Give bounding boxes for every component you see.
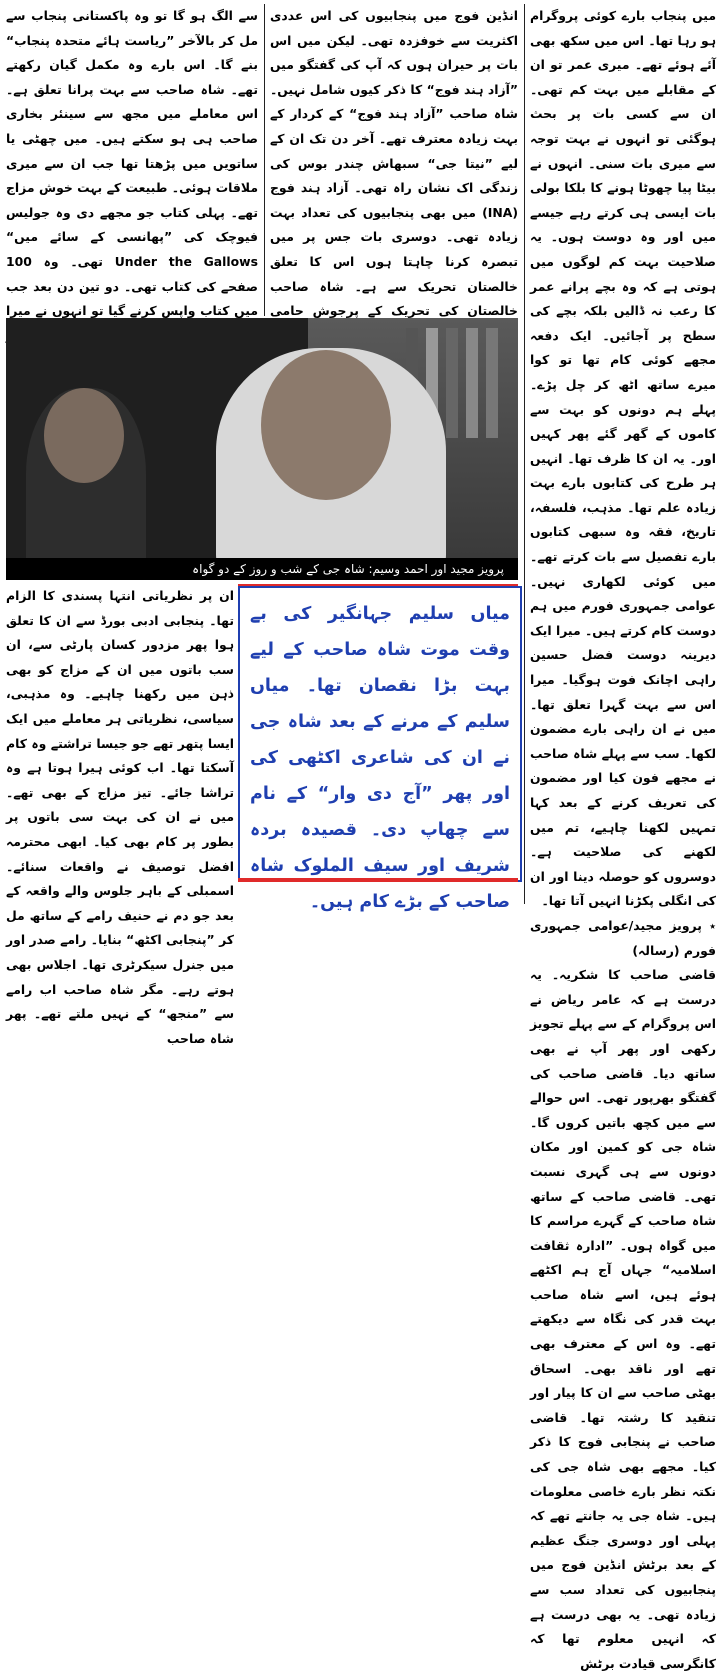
paragraph: ان پر نظریاتی انتہا پسندی کا الزام تھا۔ پنجابی ادبی بورڈ سے ان کا تعلق ہوا پھر مزدور کسان پارٹی سے، ان سب باتوں میں ان کے مزاج کو بھی ذہن میں رکھنا چاہیے۔ وہ مذہبی، سیاسی، نظریاتی ہر معاملے میں ایک ایسا پتھر تھے جو جیسا تراشتے وہ کام آسکتا تھا۔ اب کوئی ہیرا ہوتا ہے وہ تراشا جائے۔ تیز مزاج کے بھی تھے۔ میں نے ان کی بہت سی باتوں پر بطور پر کام بھی کیا۔ ابھی محترمہ افضل توصیف نے واقعات سنائے۔ اسمبلی کے باہر جلوس والے واقعہ کے بعد جو دم نے حنیف رامے کے ساتھ مل کر ”پنجابی اکٹھ“ بنایا۔ رامے صدر اور میں جنرل سیکرٹری تھا۔ اجلاس بھی ہوتے رہے۔ مگر شاہ صاحب اب رامے سے ”منجھ“ کے نہیں ملتے تھے۔ پھر شاہ صاحب <box>6 588 234 1046</box>
article-column-left <box>6 4 258 317</box>
column-divider <box>524 4 525 904</box>
article-column-bottom <box>6 584 234 1046</box>
book-spine <box>466 328 478 438</box>
paragraph: قاضی صاحب کا شکریہ۔ یہ درست ہے کہ عامر ریاض نے اس پروگرام کے سے پہلے تجویز رکھی اور پھر آپ نے بھی ساتھ دیا۔ قاضی صاحب کی گفتگو بھرپور تھی۔ اس حوالے سے میں کچھ باتیں کروں گا۔ شاہ جی کو کمین اور مکان دونوں سے ہی گہری نسبت تھی۔ قاضی صاحب کے ساتھ شاہ صاحب کے گہرے مراسم کا میں گواہ ہوں۔ ”ادارہ ثقافت اسلامیہ“ جہاں آج ہم اکٹھے ہوئے ہیں، اسے شاہ صاحب بہت قدر کی نگاہ سے دیکھتے تھے۔ وہ اس کے معترف بھی تھے اور ناقد بھی۔ اسحاق بھٹی صاحب سے ان کا پیار اور تنقید کا رشتہ تھا۔ قاضی صاحب نے پنجابی فوج کا ذکر کیا۔ مجھے بھی شاہ جی کی نکتہ نظر بارے خاصی معلومات ہیں۔ شاہ جی یہ جانتے تھے کہ پہلی اور دوسری جنگ عظیم کے بعد برٹش انڈین فوج میں پنجابیوں کی تعداد سب سے زیادہ تھی۔ یہ بھی درست ہے کہ انہیں معلوم تھا کہ کانگرسی قیادت برٹش <box>530 967 716 1671</box>
paragraph: سے الگ ہو گا تو وہ پاکستانی پنجاب سے مل کر بالآخر ”ریاست ہائے متحدہ پنجاب“ بنے گا۔ اس بارے وہ مکمل گیان رکھتے تھے۔ شاہ صاحب سے بہت پرانا تعلق ہے۔ اس معاملے میں مجھ سے سینئر بخاری صاحب ہی ہو سکتے ہیں۔ میں چھٹی یا ساتویں میں پڑھتا تھا جب ان سے میری ملاقات ہوئی۔ طبیعت کے بہت خوش مزاج تھے۔ پہلی کتاب جو مجھے دی وہ جولیس فیوچک کی ”پھانسی کے سائے میں“ Under the Gallows تھی۔ وہ 100 صفحے کی کتاب تھی۔ دو تین دن بعد جب میں کتاب واپس کرنے گیا تو انہوں نے میرا <box>6 8 258 319</box>
book-spine <box>486 328 498 438</box>
news-photo <box>6 318 518 580</box>
book-spine <box>446 328 458 438</box>
speaker-signoff: ٭ پرویز مجید/عوامی جمہوری فورم (رسالہ) <box>530 917 716 958</box>
photo-caption: پرویز مجید اور احمد وسیم: شاہ جی کے شب و روز کے دو گواہ <box>6 558 518 580</box>
paragraph: انڈین فوج میں پنجابیوں کی اس عددی اکثریت سے خوفزدہ تھی۔ لیکن میں اس بات پر حیران ہوں کہ آپ کی گفتگو میں ”آزاد ہند فوج“ کا ذکر کیوں شامل نہیں۔ شاہ صاحب ”آزاد ہند فوج“ کے کردار کے بہت زیادہ معترف تھے۔ آخر دن تک ان کے لیے ”نیتا جی“ سبھاش چندر بوس کی زندگی اک نشان راہ تھی۔ آزاد ہند فوج (INA) میں بھی پنجابیوں کی تعداد بہت زیادہ تھی۔ دوسری بات جس پر میں تبصرہ کرنا چاہتا ہوں اس کا تعلق خالصتان تحریک سے ہے۔ شاہ صاحب خالصتان کی تحریک کے پرجوش حامی <box>270 8 518 319</box>
article-column-middle <box>270 4 518 317</box>
pull-quote-text: میاں سلیم جہانگیر کی بے وقت موت شاہ صاحب کے لیے بہت بڑا نقصان تھا۔ میاں سلیم کے مرنے کے بعد شاہ جی نے ان کی شاعری اکٹھی کی اور پھر ”آج دی وار“ کے نام سے چھاپ دی۔ قصیدہ بردہ شریف اور سیف الملوک شاہ صاحب کے بڑے کام ہیں۔ <box>250 604 510 912</box>
article-column-right <box>530 4 716 1671</box>
paragraph: میں پنجاب بارے کوئی پروگرام ہو رہا تھا۔ اس میں سکھ بھی آئے ہوئے تھے۔ میری عمر تو ان کے مقابلے میں بہت کم تھی۔ ان سے کسی بات پر بحث ہوگئی تو انہوں نے بہت توجہ سے میری بات سنی۔ انہوں نے بیٹا پیا چھوٹا ہونے کا بلکا بولی بات ایسی ہی کرتے رہے جیسے میں اور وہ دوست ہوں۔ یہ صلاحیت بہت کم لوگوں میں ہوتی ہے کہ وہ بچے پرانے عمر کا رعب نہ ڈالیں بلکہ بچے کی سطح پر آجائیں۔ ایک دفعہ مجھے کوئی کام تھا تو کوا میرے ساتھ اٹھ کر چل پڑے۔ پہلے ہم دونوں کو بہت سے کاموں کے گھر گئے پھر کہیں اور۔ یہ ان کا ظرف تھا۔ انہیں ہر طرح کی کتابوں بارے بہت زیادہ علم تھا۔ مذہب، فلسفہ، تاریخ، فقہ وہ سبھی کتابوں بارے تفصیل سے بات کرتے تھے۔ میں کوئی لکھاری نہیں۔ عوامی جمہوری فورم میں ہم دوست کام کرتے ہیں۔ میرا ایک دیرینہ دوست فضل حسین راہی اچانک فوت ہوگیا۔ میرا اس سے بہت گہرا تعلق تھا۔ میں نے ان راہی بارے مضمون لکھا۔ سب سے پہلے شاہ صاحب نے مجھے فون کیا اور مضمون کی تعریف کرنے کے بعد کہا تمہیں لکھنا چاہیے، تم میں لکھنے کی صلاحیت ہے۔ دوسروں کو حوصلہ دینا اور ان کی انگلی پکڑنا انہیں آتا تھا۔ <box>530 8 716 909</box>
quote-bar-bottom <box>238 878 518 882</box>
person-left-face <box>44 388 124 483</box>
person-right-face <box>261 350 391 500</box>
column-divider <box>264 4 265 316</box>
pull-quote-box <box>238 586 522 912</box>
